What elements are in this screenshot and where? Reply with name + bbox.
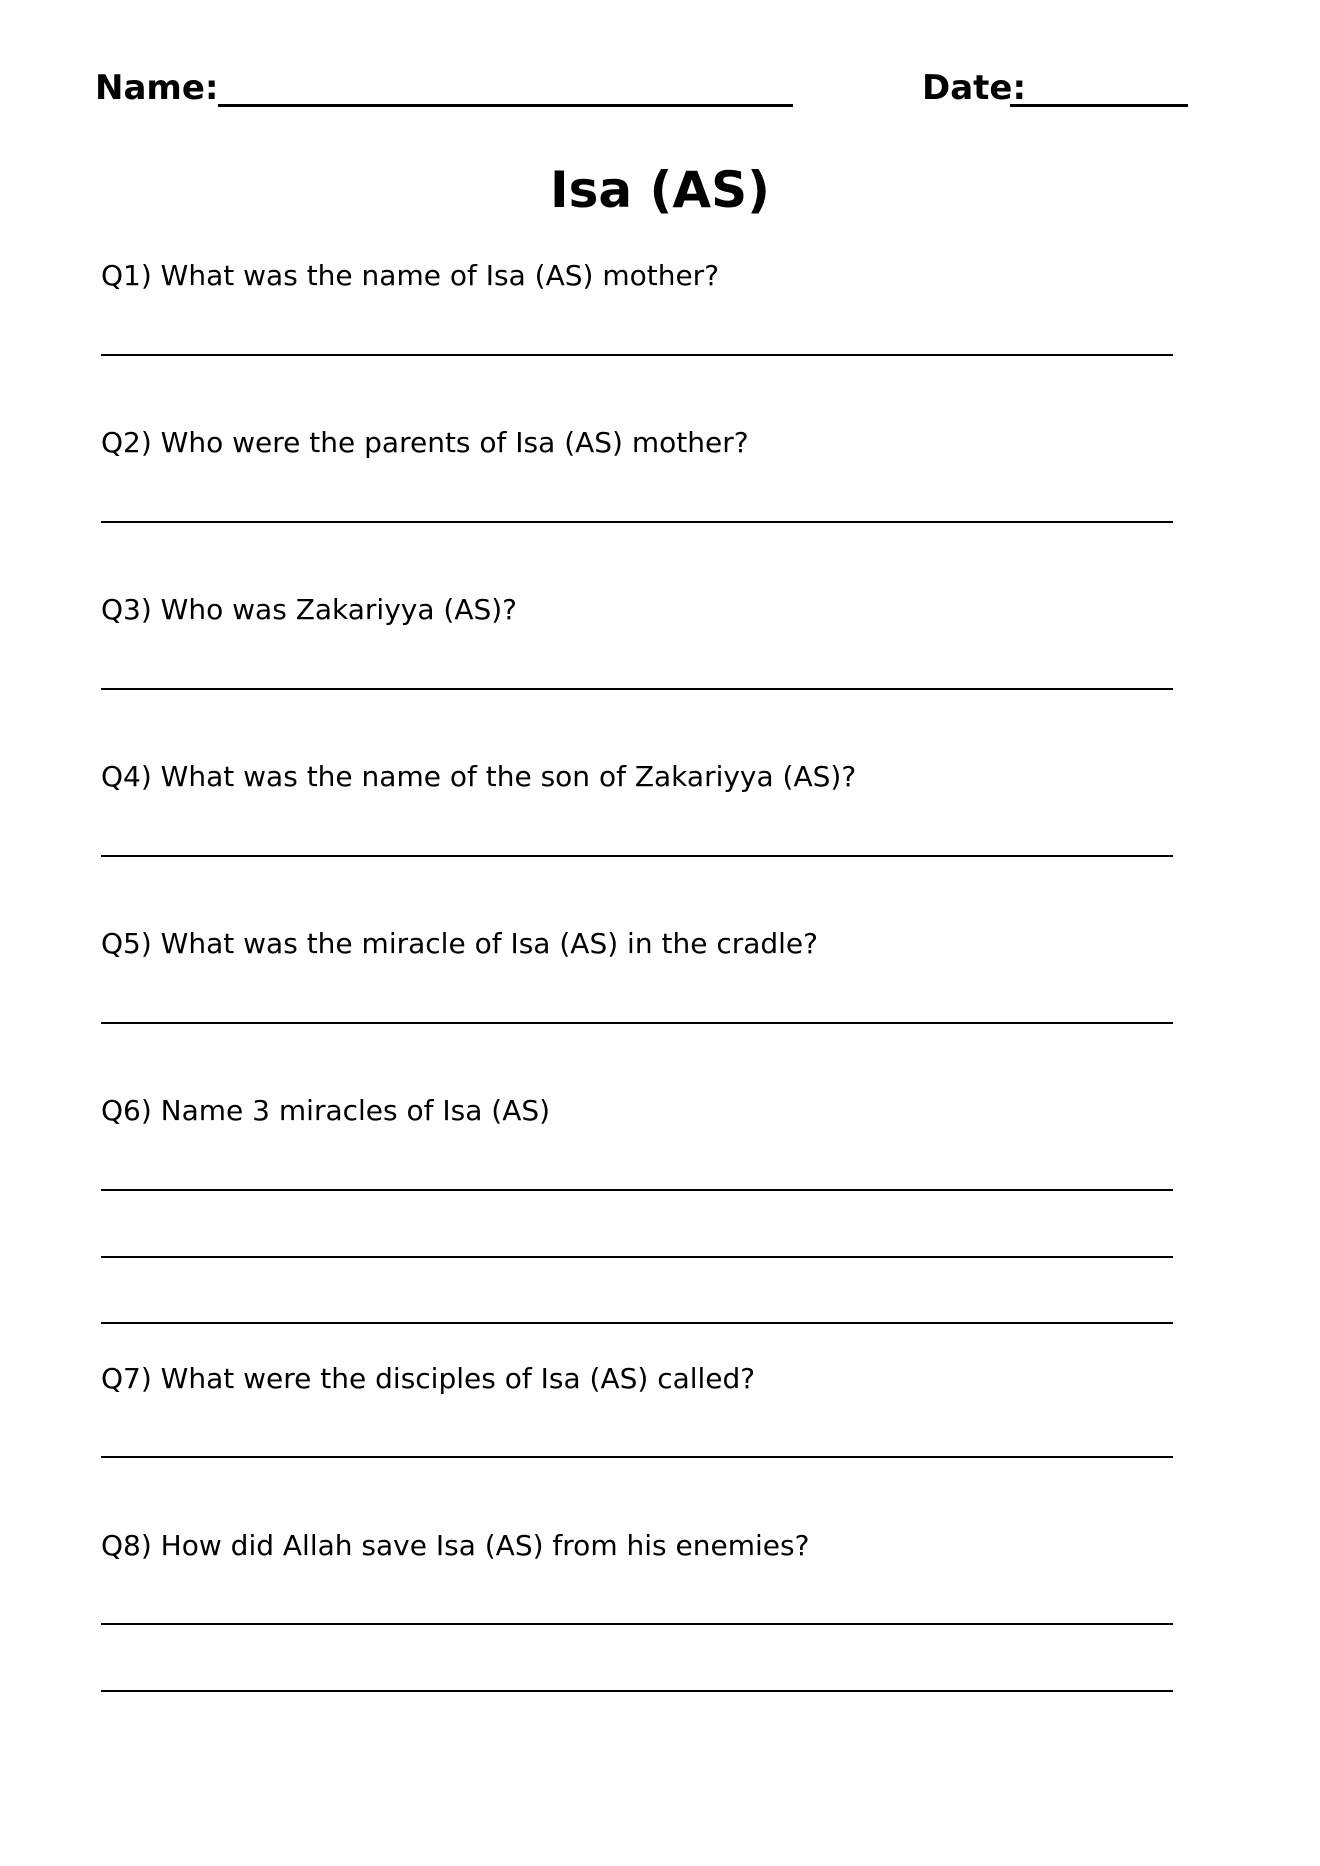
question-1: Q1) What was the name of Isa (AS) mother? [101, 259, 720, 292]
question-6: Q6) Name 3 miracles of Isa (AS) [101, 1094, 551, 1127]
answer-line-q2[interactable] [101, 521, 1173, 523]
answer-line-q8-1[interactable] [101, 1623, 1173, 1625]
answer-line-q5[interactable] [101, 1022, 1173, 1024]
answer-line-q8-2[interactable] [101, 1690, 1173, 1692]
question-7: Q7) What were the disciples of Isa (AS) called? [101, 1362, 756, 1395]
answer-line-q6-3[interactable] [101, 1322, 1173, 1324]
question-3: Q3) Who was Zakariyya (AS)? [101, 593, 518, 626]
question-8: Q8) How did Allah save Isa (AS) from his enemies? [101, 1529, 810, 1562]
question-4: Q4) What was the name of the son of Zakariyya (AS)? [101, 760, 857, 793]
name-field-line[interactable] [218, 104, 793, 107]
question-2: Q2) Who were the parents of Isa (AS) mother? [101, 426, 749, 459]
answer-line-q1[interactable] [101, 354, 1173, 356]
question-5: Q5) What was the miracle of Isa (AS) in the cradle? [101, 927, 819, 960]
date-label: Date: [922, 68, 1027, 108]
answer-line-q6-2[interactable] [101, 1256, 1173, 1258]
page-title: Isa (AS) [550, 161, 770, 219]
answer-line-q3[interactable] [101, 688, 1173, 690]
answer-line-q6-1[interactable] [101, 1189, 1173, 1191]
date-field-line[interactable] [1010, 104, 1188, 107]
answer-line-q7[interactable] [101, 1456, 1173, 1458]
name-label: Name: [95, 68, 219, 108]
answer-line-q4[interactable] [101, 855, 1173, 857]
